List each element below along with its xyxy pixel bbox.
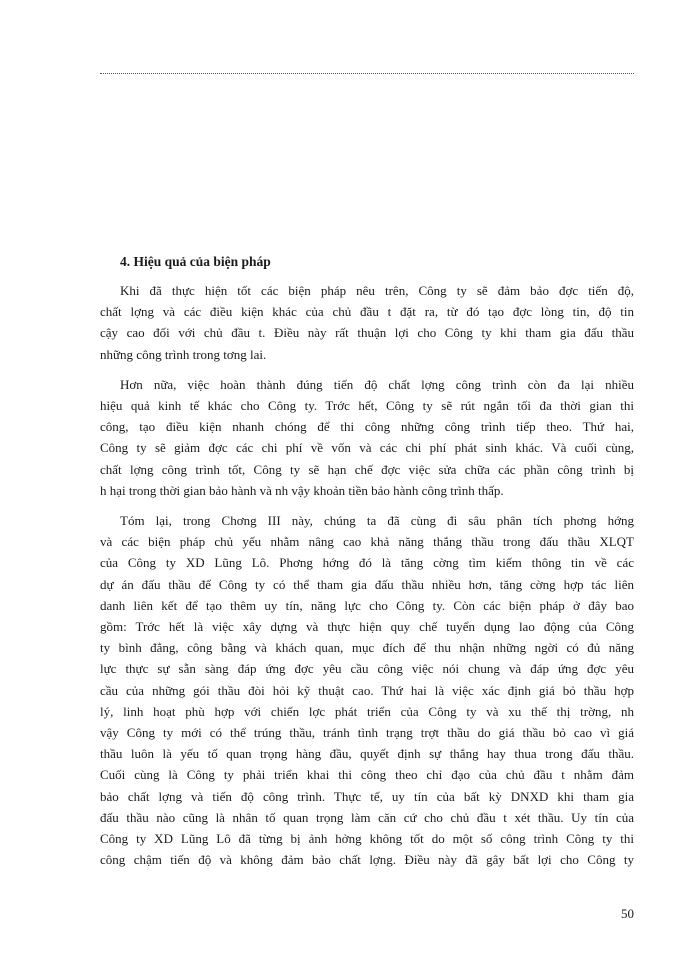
text-line: ty bình đẳng, công bằng và khách quan, mục đích để thu nhận những ngời có đủ năng <box>100 640 634 656</box>
paragraph <box>100 374 634 501</box>
text-line: Tóm lại, trong Chơng III này, chúng ta đã cùng đi sâu phân tích phơng hớng <box>120 513 634 529</box>
text-line: Công ty XD Lũng Lô đã từng bị ảnh hởng không tốt do một số công trình Công ty thi <box>100 831 634 847</box>
document-body <box>100 252 634 879</box>
text-line: chất lợng và các điều kiện khác của chủ đầu t đặt ra, từ đó tạo đợc lòng tin, độ tin <box>100 304 634 320</box>
text-line: của Công ty XD Lũng Lô. Phơng hớng đó là tăng cờng tìm kiếm thông tin về các <box>100 555 634 571</box>
text-line: h hại trong thời gian bảo hành và nh vậy khoản tiền bảo hành công trình thấp. <box>100 482 504 498</box>
text-line: vậy Công ty mới có thể trúng thầu, tránh tình trạng trợt thầu do giá thầu bỏ cao vì giá <box>100 725 634 741</box>
text-line: thầu luôn là yếu tố quan trọng hàng đầu, quyết định sự thắng hay thua trong đấu thầu. <box>100 746 634 762</box>
paragraph <box>100 280 634 365</box>
paragraph <box>100 510 634 870</box>
text-line: Hơn nữa, việc hoàn thành đúng tiến độ chất lợng công trình còn đa lại nhiều <box>120 376 634 392</box>
text-line: Cuối cùng là Công ty phải triển khai thi công theo chỉ đạo của chủ đầu t nhằm đảm <box>100 767 634 783</box>
header-divider <box>100 73 634 74</box>
text-line: công, tạo điều kiện nhanh chóng để thi công những công trình tiếp theo. Thứ hai, <box>100 419 634 435</box>
text-line: lực thực sự sẵn sàng đáp ứng đợc yêu cầu công việc nói chung và đáp ứng đợc yêu <box>100 661 634 677</box>
section-heading: 4. Hiệu quả của biện pháp <box>120 254 271 269</box>
text-line: lý, linh hoạt phù hợp với chiến lợc phát triển của Công ty và xu thế thị trờng, nh <box>100 703 634 719</box>
text-line: dự án đấu thầu để Công ty có thể tham gia đấu thầu nhiều hơn, tăng cờng hợp tác liên <box>100 576 634 592</box>
text-line: bảo chất lợng và tiến độ công trình. Thực tế, uy tín của bất kỳ DNXD khi tham gia <box>100 788 634 804</box>
text-line: gồm: Trớc hết là việc xây dựng và thực hiện quy chế tuyển dụng lao động của Công <box>100 619 634 635</box>
text-line: Khi đã thực hiện tốt các biện pháp nêu trên, Công ty sẽ đảm bảo đợc tiến độ, <box>120 283 634 298</box>
text-line: những công trình trong tơng lai. <box>100 346 267 362</box>
text-line: chất lợng công trình tốt, Công ty sẽ hạn chế đợc việc sửa chữa các phần công trình bị <box>100 461 634 477</box>
text-line: cầu của những gói thầu đòi hỏi kỹ thuật cao. Thứ hai là việc xác định giá bỏ thầu hợp <box>100 682 634 698</box>
text-line: công chậm tiến độ và không đảm bảo chất lợng. Điều này đã gây bất lợi cho Công ty <box>100 852 634 868</box>
text-line: cậy cao đối với chủ đầu t. Điều này rất thuận lợi cho Công ty khi tham gia đấu thầu <box>100 325 634 341</box>
text-line: Công ty sẽ giảm đợc các chi phí về vốn và các chi phí phát sinh khác. Và cuối cùng, <box>100 440 634 456</box>
paragraph-container <box>100 280 634 870</box>
text-line: đấu thầu nào cũng là nhân tố quan trọng làm căn cứ cho chủ đầu t xét thầu. Uy tín của <box>100 809 634 825</box>
page-number: 50 <box>621 906 634 921</box>
text-line: danh liên kết để tạo thêm uy tín, năng lực cho Công ty. Còn các biện pháp ở đây bao <box>100 597 634 613</box>
text-line: và các biện pháp chủ yếu nhằm nâng cao khả năng thắng thầu trong đấu thầu XLQT <box>100 534 634 550</box>
text-line: hiệu quả kinh tế khác cho Công ty. Trớc hết, Công ty sẽ rút ngắn tối đa thời gian thi <box>100 398 634 414</box>
